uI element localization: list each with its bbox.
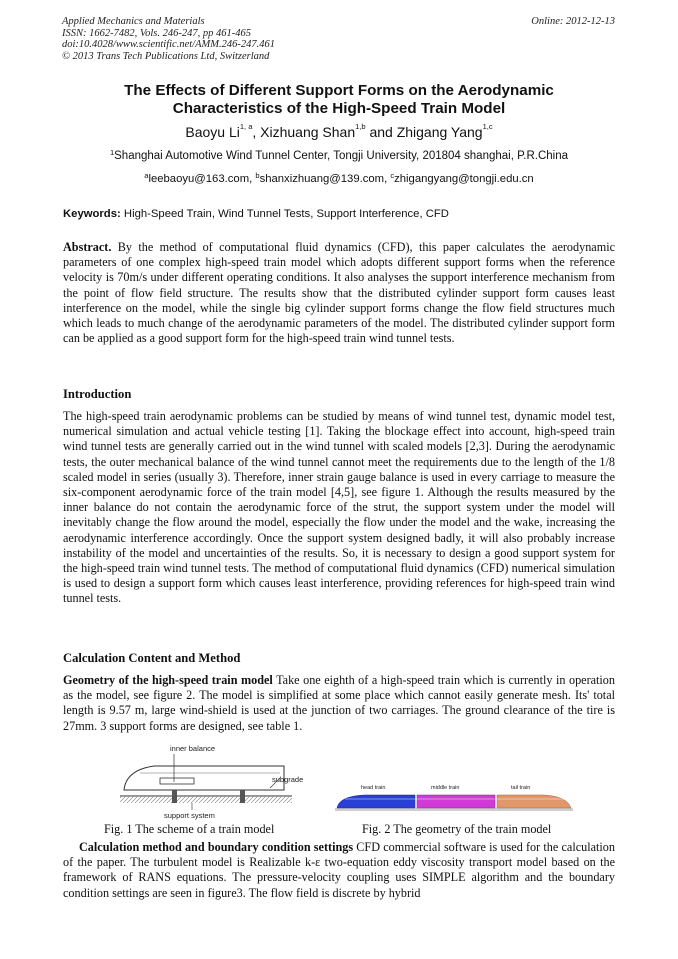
keywords-label: Keywords: [63,208,121,220]
affiliation-text: Shanghai Automotive Wind Tunnel Center, Tongji University, 201804 shanghai, P.R.China [114,150,569,162]
fig2-head-train [337,795,415,808]
fig1-label-subgrade: subgrade [272,775,304,784]
fig1-label-support: support system [164,811,215,820]
author-1: Baoyu Li [185,124,240,140]
fig1-inner-balance [160,778,194,784]
keywords [63,208,449,220]
online-date: Online: 2012-12-13 [531,16,615,27]
abstract [63,240,615,346]
email-sup-a: a [144,171,149,180]
fig2-label-head: head train [361,785,386,791]
figure-1-train-scheme [120,744,304,822]
affiliation [40,150,638,162]
fig1-label-balance: inner balance [170,744,216,753]
fig1-support-strut [240,790,245,803]
email-sup-b: b [255,171,260,180]
fig2-tail-train [497,795,571,808]
title-line-2: Characteristics of the High-Speed Train Model [172,100,506,117]
figure-1-caption: Fig. 1 The scheme of a train model [104,822,275,836]
fig2-label-middle: middle train [431,785,460,791]
introduction-text: The high-speed train aerodynamic problems can be studied by means of wind tunnel test, dynamic model test, numerical simulation and actual vehicle testing [1]. Taking the blockage effect into account, high-speed train wind tunnel tests are generally carried out in the wind tunnel with scaled models [2,3]. During the aerodynamic tests, the outer mechanical balance of the wind tunnel cannot meet the requirements due to the length of the 1/8 scaled model in series (usually 3). Therefore, inner strain gauge balance is used in every carriage to measure the six-component aerodynamic force of the train model [4,5], see figure 1. Although the results measured by the inner balance do not contain the aerodynamic force of the strut, the support system under the model will inevitably change the flow around the model, especially the flow under the model and the wake, increasing the aerodynamic interference accordingly. Once the support system designed badly, it will also probably increase instability of the model and uncertainties of the results. So, it is necessary to design a good support system for the high-speed train wind tunnel tests. The method of computational fluid dynamics (CFD) numerical simulation is used to design a support form which causes least interference, providing references for high-speed train wind tunnel tests. [63,409,615,606]
figure-2-train-geometry [335,780,573,816]
journal-name: Applied Mechanics and Materials [62,16,205,27]
keywords-text: High-Speed Train, Wind Tunnel Tests, Support Interference, CFD [120,208,449,220]
email-list [40,173,638,185]
issn: ISSN: 1662-7482, Vols. 246-247, pp 461-465 [62,27,251,39]
copyright: © 2013 Trans Tech Publications Ltd, Switzerland [62,50,270,62]
author-2: , Xizhuang Shan [252,124,356,140]
boundary-text: CFD commercial software is used for the calculation of the paper. The turbulent model is Realizable k-ε two-equation eddy viscosity transport model based on the framework of RANS equations. The pressure-velocity coupling uses SIMPLE algorithm and the boundary condition settings are seen in figure3. The flow field is discrete by hybrid [63,840,615,900]
introduction-heading: Introduction [63,387,132,401]
calc-heading: Calculation Content and Method [63,651,241,665]
email-b[interactable]: shanxizhuang@139.com, [259,173,391,185]
geometry-text: Take one eighth of a high-speed train which is currently in operation as the model, see figure 2. The model is simplified at some place which cannot easily generate mesh. Its' total length is 9.57 m, large wind-shield is used at the junction of two carriages. The ground clearance of the tire is 27mm. 3 support forms are designed, see table 1. [63,673,615,733]
abstract-label: Abstract. [63,240,112,254]
fig2-label-tail: tail train [511,785,531,791]
affiliation-sup: 1 [109,148,115,157]
fig1-support-strut [172,790,177,803]
email-c[interactable]: zhigangyang@tongji.edu.cn [394,173,534,185]
doi: doi:10.4028/www.scientific.net/AMM.246-247.461 [62,39,275,51]
email-a[interactable]: leebaoyu@163.com, [148,173,256,185]
author-3-sup: 1,c [482,122,493,131]
author-1-sup: 1, a [239,122,253,131]
author-3: and Zhigang Yang [365,124,483,140]
fig1-train-body [124,766,284,790]
journal-header [62,16,275,62]
author-list [40,124,638,140]
paper-title [40,82,638,118]
boundary-label: Calculation method and boundary condition settings [79,840,354,854]
email-sup-c: c [390,171,395,180]
fig1-subgrade [120,797,292,803]
geometry-label: Geometry of the high-speed train model [63,673,273,687]
boundary-paragraph [63,840,615,901]
fig2-ground [335,808,573,811]
abstract-text: By the method of computational fluid dynamics (CFD), this paper calculates the aerodynamic parameters of one complex high-speed train model which adopts different support forms when the reference velocity is 70m/s under different operating conditions. It also analyses the support interference mechanism from the point of flow field structure. The results show that the distributed cylinder support form causes least interference on the model, while the single big cylinder support forms change the flow field structures much which leads to much change of the aerodynamic parameters of the model. The distributed cylinder support form can be applied as a good support form for the high-speed train wind tunnel tests. [63,240,615,346]
geometry-paragraph [63,673,615,734]
fig2-middle-train [417,795,495,808]
title-line-1: The Effects of Different Support Forms on the Aerodynamic [124,82,554,99]
author-2-sup: 1,b [355,122,366,131]
figure-2-caption: Fig. 2 The geometry of the train model [362,822,552,836]
